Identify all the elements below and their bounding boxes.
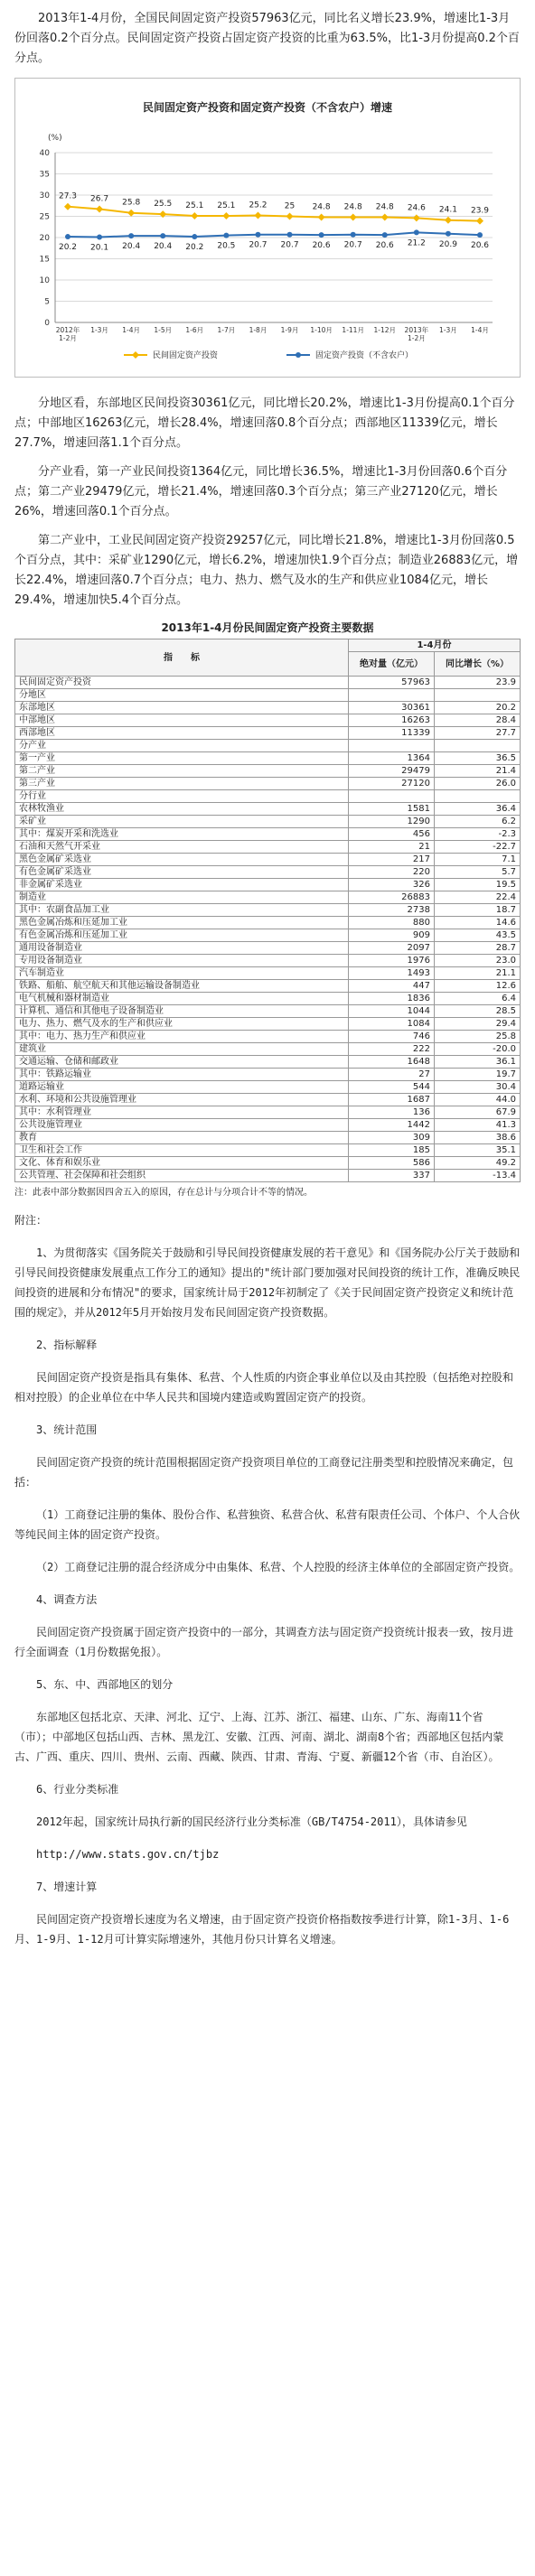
table-row	[15, 854, 521, 866]
data-label: 20.6	[375, 241, 394, 251]
row-indicator: 卫生和社会工作	[15, 1144, 349, 1157]
row-indicator: 公共设施管理业	[15, 1119, 349, 1132]
row-abs-value: 220	[349, 866, 435, 879]
data-label: 24.6	[407, 203, 426, 213]
row-indicator: 黑色金属冶炼和压延加工业	[15, 917, 349, 929]
stats-link[interactable]: http://www.stats.gov.cn/tjbz	[36, 1848, 220, 1861]
row-abs-value	[349, 689, 435, 702]
row-indicator: 公共管理、社会保障和社会组织	[15, 1170, 349, 1182]
data-label: 25.1	[217, 201, 236, 211]
row-indicator: 道路运输业	[15, 1081, 349, 1094]
data-point	[127, 210, 135, 217]
row-abs-value: 30361	[349, 702, 435, 714]
row-abs-value: 1084	[349, 1018, 435, 1031]
row-growth-value: 21.1	[434, 967, 520, 980]
row-abs-value: 2738	[349, 904, 435, 917]
row-growth-value: 36.4	[434, 803, 520, 816]
row-growth-value: -22.7	[434, 841, 520, 854]
x-tick-label: 1-5月	[154, 326, 173, 334]
y-tick-label: 35	[39, 170, 50, 180]
row-indicator: 汽车制造业	[15, 967, 349, 980]
table-row	[15, 879, 521, 891]
data-point	[445, 217, 452, 224]
row-growth-value: 18.7	[434, 904, 520, 917]
x-tick-label: 1-4月	[471, 326, 489, 334]
row-abs-value: 217	[349, 854, 435, 866]
note-3-title: 3、统计范围	[36, 1423, 98, 1436]
table-row	[15, 1069, 521, 1081]
data-point	[160, 233, 165, 238]
row-growth-value: 36.1	[434, 1056, 520, 1069]
data-label: 25.8	[122, 198, 141, 208]
table-body	[15, 677, 521, 1182]
growth-header: 同比增长（%）	[434, 652, 520, 677]
table-row	[15, 1119, 521, 1132]
row-abs-value: 21	[349, 841, 435, 854]
row-indicator: 专用设备制造业	[15, 955, 349, 967]
row-indicator: 教育	[15, 1132, 349, 1144]
note-2-title: 2、指标解释	[36, 1339, 98, 1351]
table-row	[15, 803, 521, 816]
row-growth-value: 67.9	[434, 1106, 520, 1119]
row-growth-value: -13.4	[434, 1170, 520, 1182]
row-growth-value: 14.6	[434, 917, 520, 929]
x-tick-label: 1-7月	[217, 326, 236, 334]
row-indicator: 电力、热力、燃气及水的生产和供应业	[15, 1018, 349, 1031]
table-row	[15, 993, 521, 1005]
indicator-header: 指 标	[15, 639, 349, 677]
data-point	[351, 232, 356, 238]
table-row	[15, 1157, 521, 1170]
legend-label: 民间固定资产投资	[153, 351, 219, 360]
row-growth-value: 21.4	[434, 765, 520, 778]
row-indicator: 交通运输、仓储和邮政业	[15, 1056, 349, 1069]
data-point	[97, 235, 102, 240]
data-label: 24.8	[312, 202, 331, 212]
row-abs-value: 136	[349, 1106, 435, 1119]
row-abs-value: 11339	[349, 727, 435, 740]
table-row	[15, 967, 521, 980]
table-row	[15, 866, 521, 879]
row-growth-value: 22.4	[434, 891, 520, 904]
note-1: 1、为贯彻落实《国务院关于鼓励和引导民间投资健康发展的若干意见》和《国务院办公厅关于鼓励和引导民间投资健康发展重点工作分工的通知》提出的"统计部门要加强对民间投资的统计工作，准确反映民间投资的进展和分布情况"的要求，国家统计局于2012年初制定了《关于民间固定资产投资定义和统计范围的规定》，并从2012年5月开始按月发布民间固定资产投资数据。	[14, 1246, 521, 1319]
data-point	[476, 218, 483, 225]
y-tick-label: 25	[39, 212, 50, 222]
data-label: 27.3	[58, 191, 78, 201]
table-row	[15, 929, 521, 942]
row-abs-value: 1976	[349, 955, 435, 967]
row-growth-value: 35.1	[434, 1144, 520, 1157]
x-tick-label: 2013年	[404, 326, 429, 334]
note-7: 民间固定资产投资增长速度为名义增速，由于固定资产投资价格指数按季进行计算，除1-3月、1-6月、1-9月、1-12月可计算实际增速外，其他月份只计算名义增速。	[14, 1913, 510, 1946]
row-indicator: 分地区	[15, 689, 349, 702]
table-row	[15, 904, 521, 917]
table-row	[15, 816, 521, 828]
data-point	[254, 212, 261, 219]
table-row	[15, 1081, 521, 1094]
y-tick-label: 15	[39, 255, 50, 265]
table-row	[15, 727, 521, 740]
data-point	[65, 234, 70, 239]
row-growth-value: 7.1	[434, 854, 520, 866]
data-point	[319, 232, 324, 238]
data-point	[222, 212, 230, 219]
row-indicator: 民间固定资产投资	[15, 677, 349, 689]
row-abs-value: 1290	[349, 816, 435, 828]
row-growth-value: 23.9	[434, 677, 520, 689]
row-indicator: 其中：水利管理业	[15, 1106, 349, 1119]
row-indicator: 有色金属冶炼和压延加工业	[15, 929, 349, 942]
data-point	[287, 232, 293, 238]
row-abs-value: 544	[349, 1081, 435, 1094]
data-point	[192, 234, 197, 239]
table-row	[15, 677, 521, 689]
row-abs-value: 29479	[349, 765, 435, 778]
row-indicator: 有色金属矿采选业	[15, 866, 349, 879]
notes-section	[14, 1210, 521, 1949]
row-abs-value: 746	[349, 1031, 435, 1043]
row-growth-value: 28.5	[434, 1005, 520, 1018]
note-4: 民间固定资产投资属于固定资产投资中的一部分，其调查方法与固定资产投资统计报表一致，按月进行全面调查（1月份数据免报）。	[14, 1626, 514, 1658]
row-indicator: 分产业	[15, 740, 349, 752]
row-abs-value	[349, 740, 435, 752]
row-indicator: 建筑业	[15, 1043, 349, 1056]
row-growth-value: 19.5	[434, 879, 520, 891]
data-label: 20.7	[249, 240, 268, 250]
y-tick-label: 20	[39, 234, 50, 243]
x-tick-label: 1-3月	[90, 326, 108, 334]
table-row	[15, 917, 521, 929]
table-footnote: 注：此表中部分数据因四舍五入的原因，存在总计与分项合计不等的情况。	[14, 1188, 313, 1198]
x-tick-label: 1-10月	[310, 326, 333, 334]
data-label: 20.9	[438, 239, 457, 249]
data-point	[64, 203, 71, 210]
row-growth-value: 36.5	[434, 752, 520, 765]
row-growth-value: 29.4	[434, 1018, 520, 1031]
data-label: 20.6	[312, 241, 331, 251]
y-axis-label: (%)	[48, 134, 62, 143]
data-label: 25.1	[185, 201, 204, 211]
row-abs-value: 222	[349, 1043, 435, 1056]
row-growth-value: 43.5	[434, 929, 520, 942]
row-abs-value: 337	[349, 1170, 435, 1182]
row-growth-value: 23.0	[434, 955, 520, 967]
data-point	[128, 233, 134, 238]
row-growth-value: 26.0	[434, 778, 520, 790]
note-4-title: 4、调查方法	[36, 1593, 98, 1606]
row-indicator: 分行业	[15, 790, 349, 803]
row-indicator: 其中：铁路运输业	[15, 1069, 349, 1081]
data-label: 21.2	[407, 238, 426, 248]
row-growth-value: 41.3	[434, 1119, 520, 1132]
data-label: 26.7	[90, 194, 109, 204]
row-growth-value: 27.7	[434, 727, 520, 740]
row-growth-value: 19.7	[434, 1069, 520, 1081]
row-abs-value: 909	[349, 929, 435, 942]
row-abs-value: 16263	[349, 714, 435, 727]
main-data-table	[14, 639, 521, 1182]
data-label: 25	[284, 201, 296, 211]
row-abs-value: 1442	[349, 1119, 435, 1132]
legend-marker	[296, 352, 301, 358]
row-growth-value: 12.6	[434, 980, 520, 993]
table-row	[15, 1170, 521, 1182]
note-6-title: 6、行业分类标准	[36, 1783, 119, 1796]
row-indicator: 第一产业	[15, 752, 349, 765]
row-indicator: 非金属矿采选业	[15, 879, 349, 891]
data-point	[381, 213, 389, 220]
data-point	[382, 232, 388, 238]
table-row	[15, 1106, 521, 1119]
intro-paragraph-2: 分地区看，东部地区民间投资30361亿元，同比增长20.2%，增速比1-3月份提高0.1个百分点；中部地区16263亿元，增长28.4%，增速回落0.8个百分点；西部地区11339亿元，增长27.7%，增速回落1.1个百分点。	[14, 397, 515, 450]
table-row	[15, 702, 521, 714]
row-abs-value: 1364	[349, 752, 435, 765]
row-indicator: 制造业	[15, 891, 349, 904]
row-indicator: 采矿业	[15, 816, 349, 828]
data-label: 25.2	[249, 201, 268, 210]
period-header: 1-4月份	[349, 639, 521, 652]
legend-label: 固定资产投资（不含农户）	[315, 351, 414, 360]
note-7-title: 7、增速计算	[36, 1881, 98, 1893]
row-indicator: 电气机械和器材制造业	[15, 993, 349, 1005]
x-tick-label: 1-12月	[373, 326, 397, 334]
table-row	[15, 891, 521, 904]
table-row	[15, 1018, 521, 1031]
data-label: 20.7	[343, 240, 362, 250]
data-point	[414, 229, 419, 235]
note-3: 民间固定资产投资的统计范围根据固定资产投资项目单位的工商登记注册类型和控股情况来确定，包括：	[14, 1456, 514, 1489]
chart-title: 民间固定资产投资和固定资产投资（不含农户）增速	[142, 101, 393, 114]
row-indicator: 第三产业	[15, 778, 349, 790]
data-label: 20.4	[122, 242, 141, 252]
row-indicator: 中部地区	[15, 714, 349, 727]
row-indicator: 其中：电力、热力生产和供应业	[15, 1031, 349, 1043]
row-abs-value: 26883	[349, 891, 435, 904]
data-label: 23.9	[470, 206, 490, 216]
data-label: 24.8	[375, 202, 394, 212]
data-point	[286, 213, 294, 220]
page	[14, 0, 521, 1949]
y-tick-label: 5	[44, 297, 50, 307]
row-indicator: 计算机、通信和其他电子设备制造业	[15, 1005, 349, 1018]
legend-marker	[132, 351, 139, 359]
data-label: 20.6	[470, 241, 490, 251]
row-indicator: 其中：农副食品加工业	[15, 904, 349, 917]
row-abs-value: 1044	[349, 1005, 435, 1018]
note-3b: （2）工商登记注册的混合经济成分中由集体、私营、个人控股的经济主体单位的全部固定资产投资。	[36, 1561, 521, 1573]
row-growth-value: 6.4	[434, 993, 520, 1005]
row-growth-value: 5.7	[434, 866, 520, 879]
table-row	[15, 980, 521, 993]
table-row	[15, 778, 521, 790]
row-indicator: 铁路、船舶、航空航天和其他运输设备制造业	[15, 980, 349, 993]
data-point	[413, 214, 420, 221]
data-label: 20.4	[154, 242, 173, 252]
row-growth-value: 44.0	[434, 1094, 520, 1106]
data-label: 20.2	[185, 243, 204, 253]
intro-paragraph-1: 2013年1-4月份，全国民间固定资产投资57963亿元，同比名义增长23.9%，增速比1-3月份回落0.2个百分点。民间固定资产投资占固定资产投资的比重为63.5%，比1-3月份提高0.2个百分点。	[14, 12, 520, 65]
table-row	[15, 841, 521, 854]
y-tick-label: 30	[39, 191, 50, 201]
table-caption: 2013年1-4月份民间固定资产投资主要数据	[161, 621, 374, 634]
row-abs-value: 880	[349, 917, 435, 929]
row-abs-value: 456	[349, 828, 435, 841]
data-label: 20.7	[280, 240, 299, 250]
row-indicator: 第二产业	[15, 765, 349, 778]
data-point	[446, 231, 451, 237]
table-row	[15, 1031, 521, 1043]
row-indicator: 农林牧渔业	[15, 803, 349, 816]
row-growth-value	[434, 689, 520, 702]
data-label: 25.5	[154, 200, 173, 210]
notes-heading: 附注：	[14, 1214, 48, 1227]
x-tick-label-line2: 1-2月	[407, 334, 426, 342]
data-point	[255, 232, 260, 238]
table-row	[15, 955, 521, 967]
data-label: 24.8	[343, 202, 362, 212]
row-indicator: 东部地区	[15, 702, 349, 714]
y-tick-label: 10	[39, 276, 50, 285]
row-abs-value: 1581	[349, 803, 435, 816]
x-tick-label-line2: 1-2月	[59, 334, 77, 342]
row-growth-value: -2.3	[434, 828, 520, 841]
row-growth-value: 38.6	[434, 1132, 520, 1144]
row-indicator: 黑色金属矿采选业	[15, 854, 349, 866]
intro-paragraph-4: 第二产业中，工业民间固定资产投资29257亿元，同比增长21.8%，增速比1-3月份回落0.5个百分点，其中：采矿业1290亿元，增长6.2%，增速加快1.9个百分点；制造业26883亿元，增长22.4%，增速回落0.7个百分点；电力、热力、燃气及水的生产和供应业1084亿元，增长29.4%，增速加快5.4个百分点。	[14, 534, 519, 607]
row-abs-value	[349, 790, 435, 803]
row-growth-value: 28.7	[434, 942, 520, 955]
growth-chart-svg	[15, 79, 520, 377]
data-point	[318, 213, 325, 220]
note-5: 东部地区包括北京、天津、河北、辽宁、上海、江苏、浙江、福建、山东、广东、海南11个省（市）；中部地区包括山西、吉林、黑龙江、安徽、江西、河南、湖北、湖南8个省；西部地区包括内蒙古、广西、重庆、四川、贵州、云南、西藏、陕西、甘肃、青海、宁夏、新疆12个省（市、自治区）。	[14, 1711, 504, 1763]
table-row	[15, 765, 521, 778]
row-growth-value: -20.0	[434, 1043, 520, 1056]
row-indicator: 石油和天然气开采业	[15, 841, 349, 854]
row-abs-value: 27120	[349, 778, 435, 790]
note-2: 民间固定资产投资是指具有集体、私营、个人性质的内资企事业单位以及由其控股（包括绝对控股和相对控股）的企业单位在中华人民共和国境内建造或购置固定资产的投资。	[14, 1371, 514, 1404]
table-row	[15, 1043, 521, 1056]
row-growth-value	[434, 790, 520, 803]
row-growth-value	[434, 740, 520, 752]
data-label: 20.5	[217, 241, 236, 251]
note-3a: （1）工商登记注册的集体、股份合作、私营独资、私营合伙、私营有限责任公司、个体户、个人合伙等纯民间主体的固定资产投资。	[14, 1508, 521, 1541]
table-row	[15, 1005, 521, 1018]
x-tick-label: 1-8月	[249, 326, 268, 334]
note-5-title: 5、东、中、西部地区的划分	[36, 1678, 174, 1691]
row-abs-value: 1648	[349, 1056, 435, 1069]
data-label: 20.1	[90, 243, 109, 253]
row-abs-value: 27	[349, 1069, 435, 1081]
row-indicator: 文化、体育和娱乐业	[15, 1157, 349, 1170]
y-tick-label: 40	[39, 149, 50, 158]
x-tick-label: 2012年	[55, 326, 80, 334]
table-row	[15, 828, 521, 841]
row-abs-value: 1836	[349, 993, 435, 1005]
row-abs-value: 326	[349, 879, 435, 891]
row-growth-value: 30.4	[434, 1081, 520, 1094]
y-tick-label: 0	[44, 319, 50, 328]
row-indicator: 其中：煤炭开采和洗选业	[15, 828, 349, 841]
x-tick-label: 1-6月	[185, 326, 204, 334]
data-point	[96, 206, 103, 213]
row-abs-value: 1687	[349, 1094, 435, 1106]
row-abs-value: 309	[349, 1132, 435, 1144]
row-abs-value: 185	[349, 1144, 435, 1157]
row-growth-value: 6.2	[434, 816, 520, 828]
x-tick-label: 1-11月	[342, 326, 364, 334]
row-growth-value: 28.4	[434, 714, 520, 727]
table-row	[15, 714, 521, 727]
table-row	[15, 689, 521, 702]
x-tick-label: 1-3月	[439, 326, 457, 334]
growth-chart	[14, 78, 521, 378]
table-row	[15, 740, 521, 752]
abs-header: 绝对量（亿元）	[349, 652, 435, 677]
data-label: 20.2	[58, 243, 78, 253]
table-row	[15, 942, 521, 955]
intro-paragraph-3: 分产业看，第一产业民间投资1364亿元，同比增长36.5%，增速比1-3月份回落0.6个百分点；第二产业29479亿元，增长21.4%，增速回落0.3个百分点；第三产业27120亿元，增长26%，增速回落0.1个百分点。	[14, 465, 508, 518]
row-indicator: 西部地区	[15, 727, 349, 740]
table-row	[15, 1094, 521, 1106]
table-row	[15, 790, 521, 803]
row-growth-value: 49.2	[434, 1157, 520, 1170]
x-tick-label: 1-4月	[122, 326, 141, 334]
table-row	[15, 1132, 521, 1144]
data-point	[223, 233, 229, 238]
x-tick-label: 1-9月	[280, 326, 299, 334]
table-row	[15, 752, 521, 765]
row-abs-value: 447	[349, 980, 435, 993]
row-growth-value: 20.2	[434, 702, 520, 714]
data-label: 24.1	[438, 205, 457, 215]
row-indicator: 通用设备制造业	[15, 942, 349, 955]
data-point	[477, 232, 483, 238]
row-abs-value: 57963	[349, 677, 435, 689]
data-point	[350, 213, 357, 220]
row-growth-value: 25.8	[434, 1031, 520, 1043]
data-point	[191, 212, 198, 219]
row-abs-value: 2097	[349, 942, 435, 955]
row-abs-value: 586	[349, 1157, 435, 1170]
row-abs-value: 1493	[349, 967, 435, 980]
row-indicator: 水利、环境和公共设施管理业	[15, 1094, 349, 1106]
table-row	[15, 1056, 521, 1069]
note-6: 2012年起，国家统计局执行新的国民经济行业分类标准（GB/T4754-2011），具体请参见	[36, 1815, 467, 1828]
table-row	[15, 1144, 521, 1157]
